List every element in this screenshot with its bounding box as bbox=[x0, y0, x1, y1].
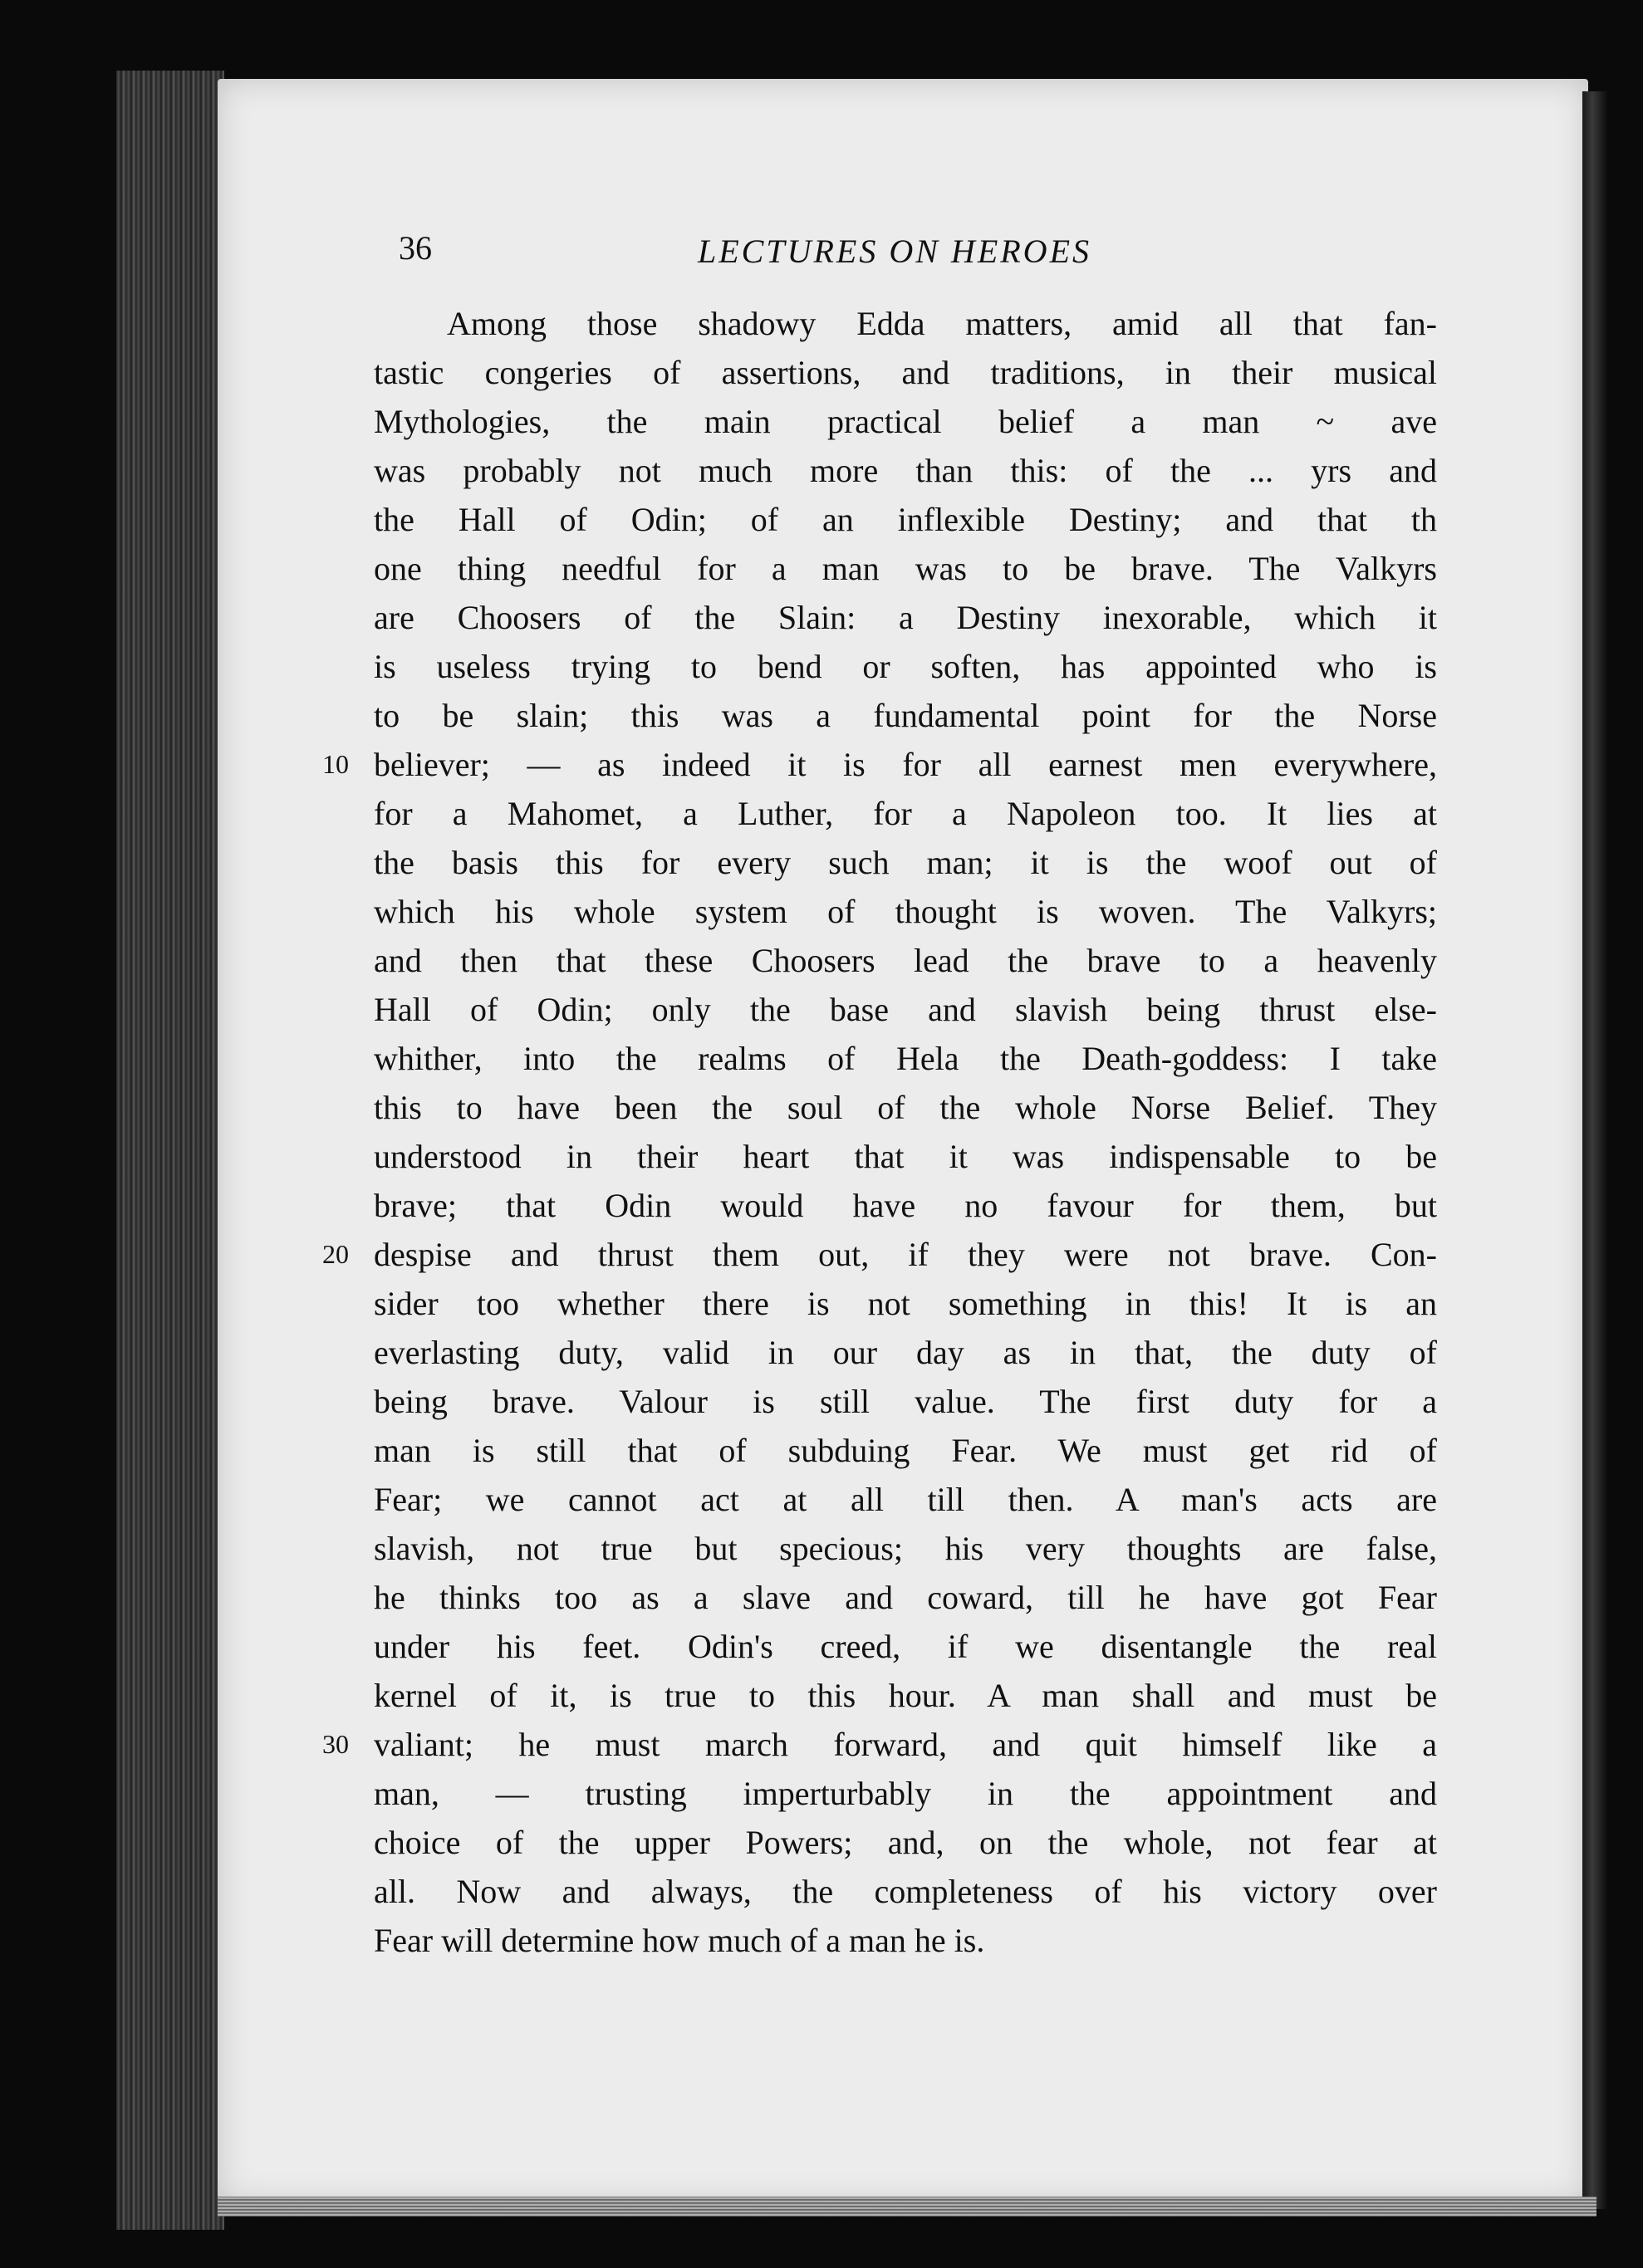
line-text: under his feet. Odin's creed, if we disentangle the real bbox=[374, 1628, 1437, 1665]
text-line bbox=[374, 1034, 1437, 1083]
text-line bbox=[374, 397, 1437, 446]
line-text: is useless trying to bend or soften, has appointed who is bbox=[374, 648, 1437, 685]
text-line bbox=[374, 446, 1437, 495]
text-line bbox=[374, 1818, 1437, 1867]
line-number: 20 bbox=[322, 1239, 349, 1269]
line-text: the basis this for every such man; it is the woof out of bbox=[374, 844, 1437, 881]
line-text: everlasting duty, valid in our day as in that, the duty of bbox=[374, 1334, 1437, 1371]
line-text: understood in their heart that it was indispensable to be bbox=[374, 1138, 1437, 1175]
text-line bbox=[374, 1279, 1437, 1328]
text-line bbox=[374, 838, 1437, 887]
text-line bbox=[374, 1916, 1437, 1965]
text-line bbox=[374, 544, 1437, 593]
line-text: choice of the upper Powers; and, on the whole, not fear at bbox=[374, 1824, 1437, 1861]
body-text bbox=[322, 299, 1437, 1965]
text-line bbox=[374, 985, 1437, 1034]
line-text: are Choosers of the Slain: a Destiny inexorable, which it bbox=[374, 599, 1437, 636]
line-text: believer; — as indeed it is for all earnest men everywhere, bbox=[374, 746, 1437, 783]
line-text: man is still that of subduing Fear. We must get rid of bbox=[374, 1432, 1437, 1469]
book-binding bbox=[116, 71, 224, 2230]
line-text: Fear will determine how much of a man he is. bbox=[374, 1922, 985, 1959]
running-title: LECTURES ON HEROES bbox=[698, 233, 1091, 270]
text-line bbox=[374, 1426, 1437, 1475]
line-text: for a Mahomet, a Luther, for a Napoleon too. It lies at bbox=[374, 795, 1437, 832]
line-text: Hall of Odin; only the base and slavish being thrust else- bbox=[374, 991, 1437, 1028]
line-text: Mythologies, the main practical belief a man ~ ave bbox=[374, 403, 1437, 440]
page-right-edge bbox=[1582, 91, 1607, 2209]
text-line bbox=[374, 1769, 1437, 1818]
text-line bbox=[374, 348, 1437, 397]
page-number: 36 bbox=[399, 229, 432, 267]
text-line bbox=[322, 1720, 1437, 1769]
page-header bbox=[399, 228, 1437, 278]
line-text: one thing needful for a man was to be brave. The Valkyrs bbox=[374, 550, 1437, 587]
line-text: kernel of it, is true to this hour. A man shall and must be bbox=[374, 1677, 1437, 1714]
line-text: this to have been the soul of the whole Norse Belief. They bbox=[374, 1089, 1437, 1126]
line-text: he thinks too as a slave and coward, till he have got Fear bbox=[374, 1579, 1437, 1616]
line-text: was probably not much more than this: of the ... yrs and bbox=[374, 452, 1437, 489]
text-line bbox=[374, 642, 1437, 691]
text-line bbox=[374, 1083, 1437, 1132]
text-line bbox=[374, 1622, 1437, 1671]
text-line bbox=[374, 887, 1437, 936]
text-line bbox=[374, 593, 1437, 642]
text-line bbox=[374, 495, 1437, 544]
text-line bbox=[374, 1475, 1437, 1524]
line-text: valiant; he must march forward, and quit himself like a bbox=[374, 1726, 1437, 1763]
line-text: Among those shadowy Edda matters, amid all that fan- bbox=[447, 305, 1437, 342]
line-text: slavish, not true but specious; his very thoughts are false, bbox=[374, 1530, 1437, 1567]
text-line bbox=[374, 691, 1437, 740]
line-text: which his whole system of thought is woven. The Valkyrs; bbox=[374, 893, 1437, 930]
line-text: tastic congeries of assertions, and traditions, in their musical bbox=[374, 354, 1437, 391]
line-text: to be slain; this was a fundamental point for the Norse bbox=[374, 697, 1437, 734]
text-line bbox=[374, 1181, 1437, 1230]
text-line bbox=[374, 299, 1437, 348]
text-line bbox=[374, 1132, 1437, 1181]
line-text: despise and thrust them out, if they were not brave. Con- bbox=[374, 1236, 1437, 1273]
text-line bbox=[374, 1867, 1437, 1916]
text-line bbox=[322, 1230, 1437, 1279]
page-bottom-edge bbox=[218, 2197, 1596, 2217]
text-line bbox=[374, 1524, 1437, 1573]
text-line bbox=[374, 1573, 1437, 1622]
line-text: brave; that Odin would have no favour for them, but bbox=[374, 1187, 1437, 1224]
line-number: 30 bbox=[322, 1729, 349, 1759]
text-line bbox=[374, 1328, 1437, 1377]
line-text: Fear; we cannot act at all till then. A man's acts are bbox=[374, 1481, 1437, 1518]
text-line bbox=[374, 1671, 1437, 1720]
text-line bbox=[374, 789, 1437, 838]
text-line bbox=[374, 936, 1437, 985]
text-line bbox=[322, 740, 1437, 789]
line-text: being brave. Valour is still value. The first duty for a bbox=[374, 1383, 1437, 1420]
text-line bbox=[374, 1377, 1437, 1426]
line-text: and then that these Choosers lead the brave to a heavenly bbox=[374, 942, 1437, 979]
line-number: 10 bbox=[322, 749, 349, 779]
line-text: man, — trusting imperturbably in the appointment and bbox=[374, 1775, 1437, 1812]
line-text: the Hall of Odin; of an inflexible Destiny; and that th bbox=[374, 501, 1437, 538]
line-text: all. Now and always, the completeness of his victory over bbox=[374, 1873, 1437, 1910]
line-text: sider too whether there is not something in this! It is an bbox=[374, 1285, 1437, 1322]
line-text: whither, into the realms of Hela the Death-goddess: I take bbox=[374, 1040, 1437, 1077]
